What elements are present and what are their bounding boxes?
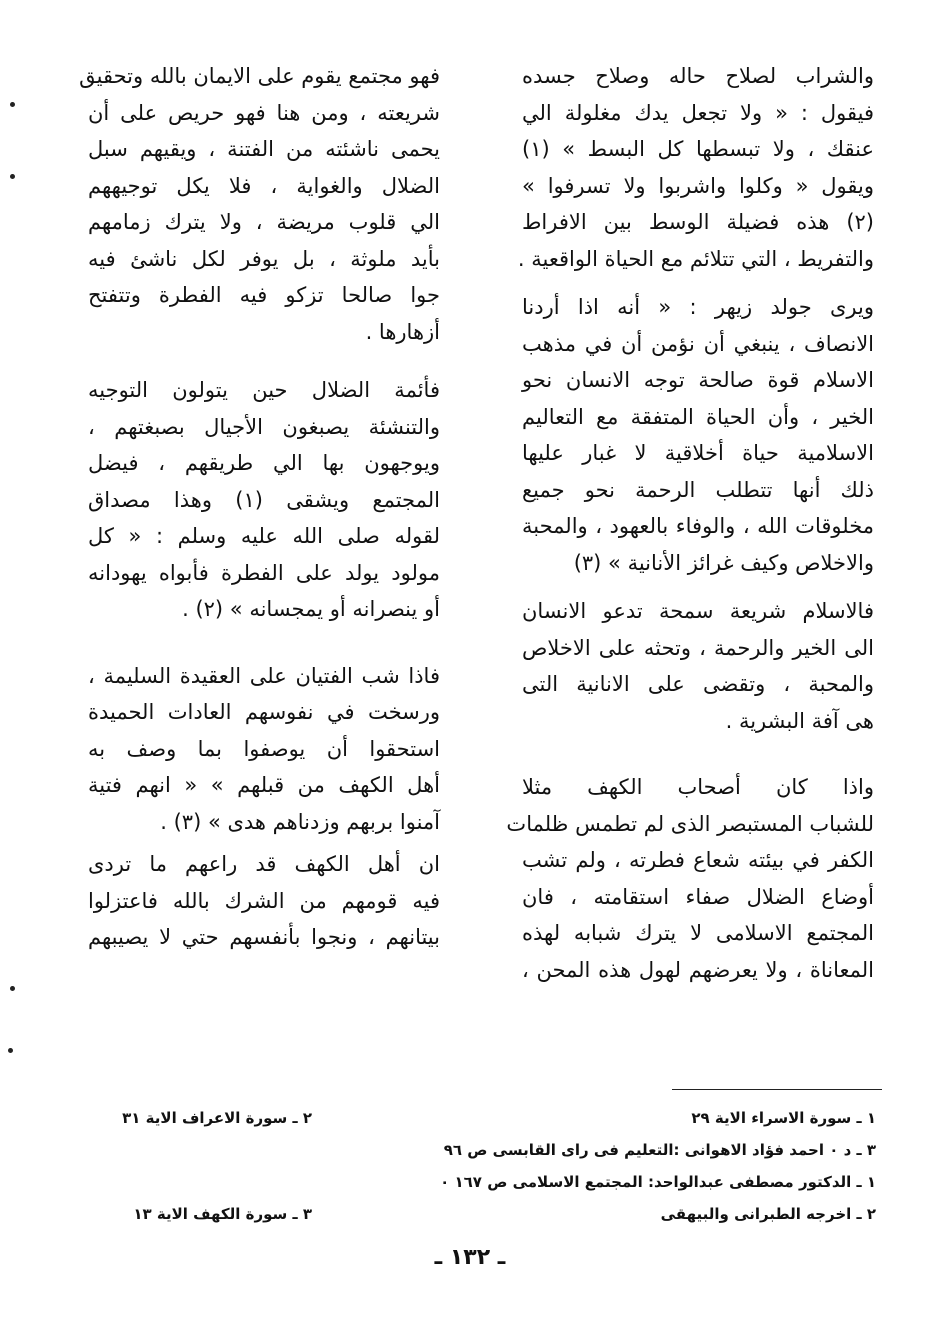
- footnote: ٣ ـ د ٠ احمد فؤاد الاهوانى :التعليم فى راى القابسى ص ٩٦: [443, 1141, 876, 1159]
- footnote: ٢ ـ سورة الاعراف الاية ٣١: [122, 1109, 312, 1127]
- text-line: واذا كان أصحاب الكهف مثلا: [522, 775, 874, 799]
- text-line: والاخلاص وكيف غرائز الأنانية » (٣): [573, 550, 874, 575]
- paragraph: [88, 846, 440, 956]
- text-line: الخير ، وأن الحياة المتفقة مع التعاليم: [522, 404, 874, 429]
- text-line: أهل الكهف من قبلهم » « انهم فتية: [88, 773, 440, 797]
- text-line: الانصاف ، ينبغي أن نؤمن أن في مذهب: [522, 331, 874, 356]
- text-column-left: [79, 58, 440, 956]
- text-line: الاسلامية حياة أخلاقية لا غبار عليها: [522, 441, 874, 465]
- text-line: للشباب المستبصر الذى لم تطمس ظلمات: [506, 811, 874, 836]
- text-line: عنقك ، ولا تبسطها كل البسط » (١): [522, 137, 874, 161]
- scan-mark: [10, 174, 15, 179]
- text-line: فأئمة الضلال حين يتولون التوجيه: [88, 378, 440, 402]
- text-line: أوضاع الضلال صفاء استقامته ، فان: [522, 884, 874, 909]
- text-line: والمحبة ، وتقضى على الانانية التى: [522, 672, 874, 696]
- text-line: الى الخير والرحمة ، وتحثه على الاخلاص: [522, 635, 874, 660]
- text-line: مخلوقات الله ، والوفاء بالعهود ، والمحبة: [522, 514, 874, 538]
- page-number: ـ ١٣٢ ـ: [434, 1245, 506, 1270]
- text-line: جوا صالحا تزكو فيه الفطرة وتتفتح: [88, 283, 440, 307]
- text-line: آمنوا بربهم وزدناهم هدى » (٣) .: [160, 809, 440, 834]
- text-line: يحمى ناشئته من الفتنة ، ويقيهم سبل: [88, 137, 440, 161]
- footnote: ٣ ـ سورة الكهف الاية ١٣: [133, 1205, 312, 1223]
- text-line: ورسخت في نفوسهم العادات الحميدة: [88, 700, 440, 724]
- footnote: ١ ـ الدكتور مصطفى عبدالواحد: المجتمع الاسلامى ص ١٦٧ ٠: [440, 1173, 876, 1191]
- text-line: أو ينصرانه أو يمجسانه » (٢) .: [182, 597, 440, 621]
- text-line: ويرى جولد زيهر : « أنه اذا أردنا: [522, 295, 874, 319]
- text-line: ويقول « وكلوا واشربوا ولا تسرفوا »: [522, 173, 874, 198]
- text-line: والتفريط ، التي تتلائم مع الحياة الواقعية .: [517, 246, 874, 271]
- paragraph: [88, 658, 440, 841]
- text-line: بأيد ملوثة ، بل يوفر لكل ناشئ فيه: [88, 246, 440, 271]
- text-line: شريعته ، ومن هنا فهو حريص على أن: [88, 100, 440, 125]
- text-line: المجتمع الاسلامى لا يترك شبابه لهذه: [522, 921, 874, 945]
- text-line: المعاناة ، ولا يعرضهم لهول هذه المحن ،: [522, 957, 874, 982]
- text-line: والشراب لصلاح حاله وصلاح جسده: [522, 64, 874, 88]
- text-line: ذلك أنها تتطلب الرحمة نحو جميع: [522, 477, 874, 502]
- text-line: بيتانهم ، ونجوا بأنفسهم حتي لا يصيبهم: [88, 925, 440, 949]
- text-line: الاسلام قوة صالحة توجه الانسان نحو: [522, 368, 874, 392]
- text-line: والتنشئة يصبغون الأجيال بصبغتهم ،: [88, 414, 440, 439]
- text-column-right: [506, 58, 874, 988]
- paragraph: [88, 372, 440, 628]
- text-line: أزهارها .: [365, 319, 440, 344]
- text-line: مولود يولد على الفطرة فأبواه يهودانه: [88, 560, 440, 585]
- scan-mark: [10, 102, 15, 107]
- footnote-separator: [672, 1089, 882, 1090]
- text-line: هى آفة البشرية .: [725, 708, 874, 733]
- text-line: الضلال والغواية ، فلا يكل توجيههم: [88, 173, 440, 198]
- text-line: فهو مجتمع يقوم على الايمان بالله وتحقيق: [79, 64, 440, 88]
- paragraph: [517, 58, 874, 277]
- text-line: (٢) هذه فضيلة الوسط بين الافراط: [522, 210, 874, 234]
- text-line: فاذا شب الفتيان على العقيدة السليمة ،: [88, 663, 440, 688]
- text-line: ويوجهون بها الي طريقهم ، فيضل: [88, 451, 440, 475]
- text-line: فيقول : « ولا تجعل يدك مغلولة الي: [522, 100, 874, 125]
- footnote: ٢ ـ اخرجه الطبرانى والبيهقى: [660, 1205, 876, 1223]
- scan-mark: [8, 1048, 13, 1053]
- paragraph: [506, 769, 874, 988]
- text-line: استحقوا أن يوصفوا بما وصف به: [88, 736, 440, 761]
- paragraph: [522, 593, 874, 739]
- scan-mark: [10, 986, 15, 991]
- text-line: ان أهل الكهف قد راعهم ما تردى: [88, 852, 440, 876]
- paragraph: [522, 289, 874, 581]
- text-line: المجتمع ويشقى (١) وهذا مصداق: [88, 487, 440, 512]
- footnote: ١ ـ سورة الاسراء الاية ٢٩: [691, 1109, 876, 1127]
- text-line: الي قلوب مريضة ، ولا يترك زمامهم: [88, 210, 440, 234]
- text-line: فيه قومهم من الشرك بالله فاعتزلوا: [88, 888, 440, 913]
- text-line: فالاسلام شريعة سمحة تدعو الانسان: [522, 599, 874, 623]
- paragraph: [79, 58, 440, 350]
- text-line: الكفر في بيئته شعاع فطرته ، ولم تشب: [522, 848, 874, 872]
- text-line: لقوله صلى الله عليه وسلم : « كل: [88, 524, 440, 548]
